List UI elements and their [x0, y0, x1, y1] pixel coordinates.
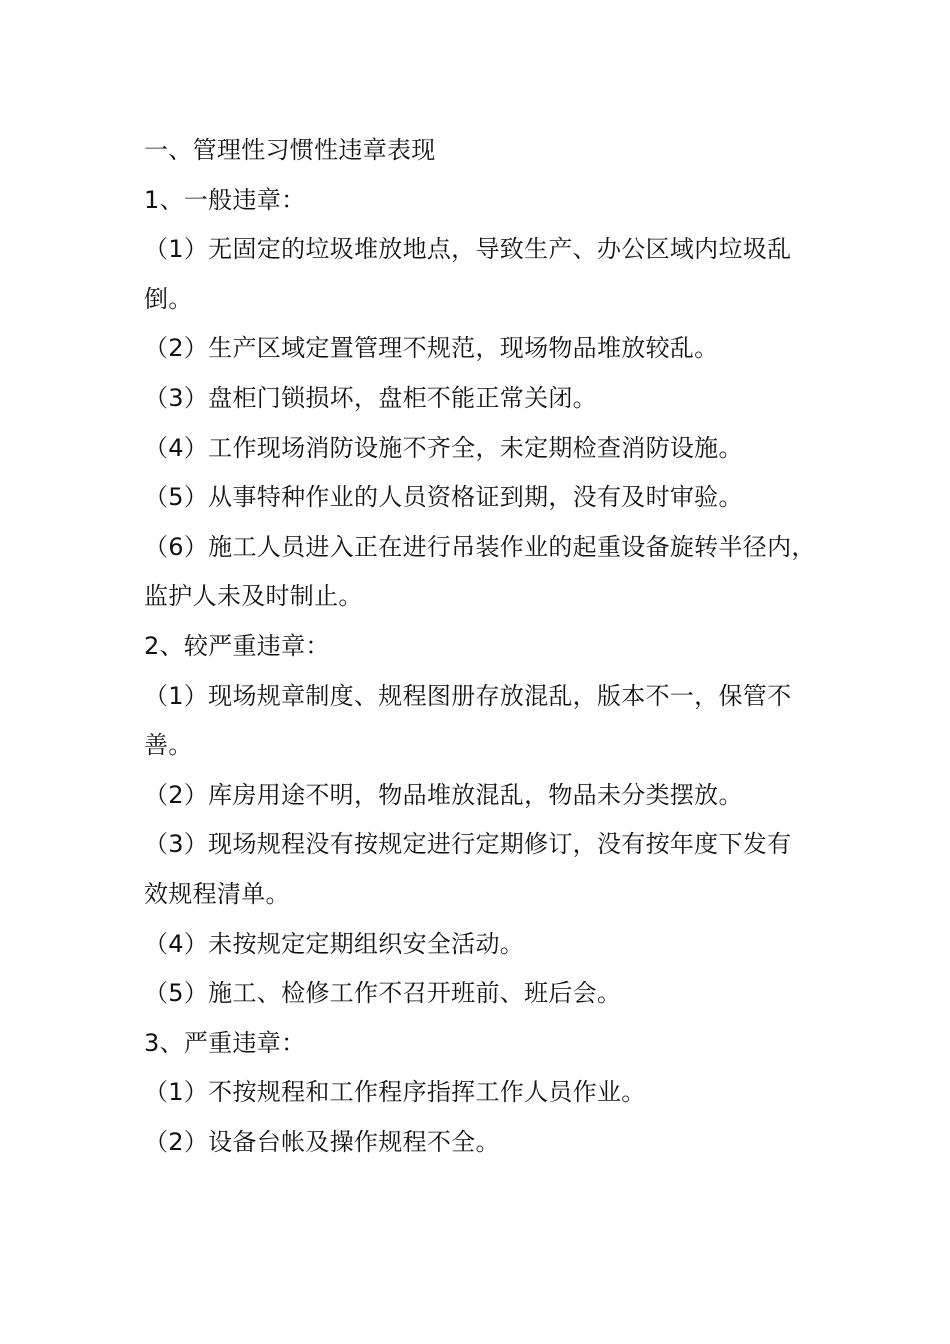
list-item-line: （2）生产区域定置管理不规范，现场物品堆放较乱。	[144, 334, 719, 363]
document-body	[144, 126, 834, 1167]
list-item-line: 监护人未及时制止。	[144, 582, 363, 611]
list-item-line: （4）工作现场消防设施不齐全，未定期检查消防设施。	[144, 433, 743, 462]
section-title-general: 1、一般违章：	[144, 185, 306, 214]
list-item-line: 效规程清单。	[144, 879, 290, 908]
list-item-line: （6）施工人员进入正在进行吊装作业的起重设备旋转半径内，	[144, 532, 816, 561]
list-item-line: （4）未按规定定期组织安全活动。	[144, 929, 525, 958]
list-item-line: （3）盘柜门锁损坏，盘柜不能正常关闭。	[144, 383, 597, 412]
document-heading: 一、管理性习惯性违章表现	[144, 136, 436, 164]
list-item-line: （1）无固定的垃圾堆放地点，导致生产、办公区域内垃圾乱	[144, 235, 792, 264]
list-item-line: （5）施工、检修工作不召开班前、班后会。	[144, 979, 622, 1008]
section-title-serious: 2、较严重违章：	[144, 631, 330, 660]
list-item-line: （1）不按规程和工作程序指挥工作人员作业。	[144, 1078, 646, 1107]
list-item-line: 善。	[144, 731, 193, 760]
list-item-line: （1）现场规章制度、规程图册存放混乱，版本不一，保管不	[144, 681, 792, 710]
list-item-line: （2）设备台帐及操作规程不全。	[144, 1127, 500, 1156]
list-item-line: 倒。	[144, 284, 193, 313]
list-item-line: （5）从事特种作业的人员资格证到期，没有及时审验。	[144, 483, 743, 512]
list-item-line: （2）库房用途不明，物品堆放混乱，物品未分类摆放。	[144, 780, 743, 809]
list-item-line: （3）现场规程没有按规定进行定期修订，没有按年度下发有	[144, 830, 792, 859]
section-title-severe: 3、严重违章：	[144, 1028, 306, 1057]
